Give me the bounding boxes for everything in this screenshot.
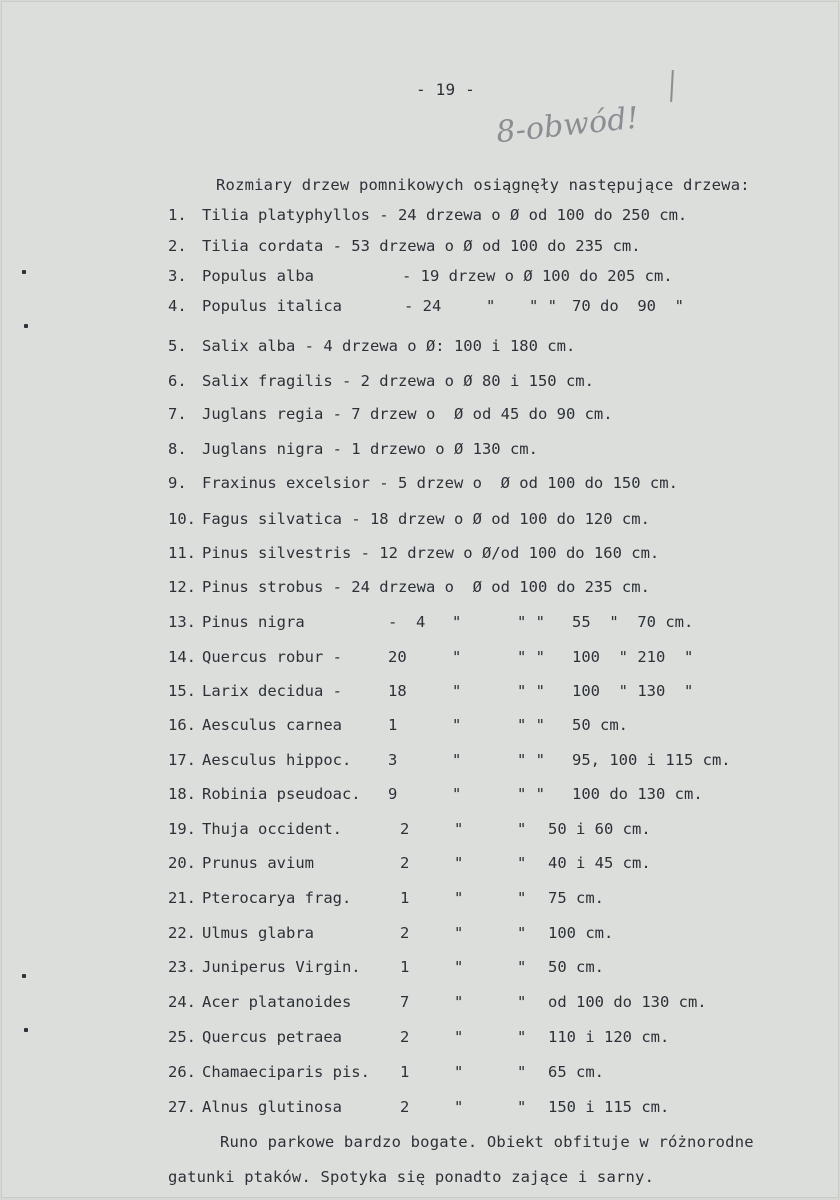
document-page — [1, 1, 839, 1198]
row-count: 2 — [400, 854, 410, 872]
ditto-mark: " — [517, 1063, 527, 1081]
row-number: 15. — [168, 682, 196, 700]
row-value: 70 do 90 " — [572, 297, 684, 315]
species-text: Larix decidua - — [202, 682, 342, 700]
row-count: 9 — [388, 785, 398, 803]
ditto-mark: " — [454, 924, 464, 942]
row-count: - 4 — [388, 613, 426, 631]
row-count: 2 — [400, 924, 410, 942]
ditto-mark: " — [517, 1028, 527, 1046]
species-text: Quercus robur - — [202, 648, 342, 666]
species-text: Juglans regia - 7 drzew o Ø od 45 do 90 cm. — [202, 405, 613, 423]
row-number: 26. — [168, 1063, 196, 1081]
intro-line: Rozmiary drzew pomnikowych osiągnęły następujące drzewa: — [216, 176, 750, 194]
ditto-mark: " — [486, 297, 496, 315]
row-count: 1 — [400, 1063, 410, 1081]
ditto-mark: " — [517, 889, 527, 907]
row-number: 20. — [168, 854, 196, 872]
species-text: Aesculus hippoc. — [202, 751, 352, 769]
ditto-mark: " — [517, 820, 527, 838]
species-text: Populus italica — [202, 297, 342, 315]
row-number: 21. — [168, 889, 196, 907]
ditto-mark: " — [452, 613, 462, 631]
species-text: Tilia platyphyllos - 24 drzewa o Ø od 100 do 250 cm. — [202, 206, 688, 224]
punch-mark — [24, 324, 28, 328]
row-number: 4. — [168, 297, 187, 315]
row-value: 100 " 130 " — [572, 682, 694, 700]
row-number: 7. — [168, 405, 187, 423]
row-count: 1 — [388, 716, 398, 734]
ditto-mark: " — [517, 993, 527, 1011]
row-count: 1 — [400, 958, 410, 976]
row-value: 75 cm. — [548, 889, 604, 907]
ditto-mark: " — [454, 889, 464, 907]
species-text: Juglans nigra - 1 drzewo o Ø 130 cm. — [202, 440, 538, 458]
row-count: 2 — [400, 1098, 410, 1116]
row-number: 25. — [168, 1028, 196, 1046]
row-number: 22. — [168, 924, 196, 942]
row-number: 8. — [168, 440, 187, 458]
row-count: 2 — [400, 820, 410, 838]
species-text: Acer platanoides — [202, 993, 352, 1011]
ditto-mark: " — [454, 993, 464, 1011]
ditto-mark: " — [452, 785, 462, 803]
species-text: Fraxinus excelsior - 5 drzew o Ø od 100 do 150 cm. — [202, 474, 678, 492]
row-value: 50 cm. — [572, 716, 628, 734]
row-number: 18. — [168, 785, 196, 803]
row-value: 65 cm. — [548, 1063, 604, 1081]
row-value: 110 i 120 cm. — [548, 1028, 670, 1046]
row-count: 2 — [400, 1028, 410, 1046]
ditto-mark: " — [452, 648, 462, 666]
row-value: 100 cm. — [548, 924, 614, 942]
row-number: 9. — [168, 474, 187, 492]
row-number: 10. — [168, 510, 196, 528]
row-count: 3 — [388, 751, 398, 769]
species-text: Pterocarya frag. — [202, 889, 352, 907]
row-number: 6. — [168, 372, 187, 390]
punch-mark — [22, 974, 26, 978]
ditto-mark: " — [454, 1063, 464, 1081]
species-text: Quercus petraea — [202, 1028, 342, 1046]
species-text: Juniperus Virgin. — [202, 958, 361, 976]
ditto-mark: " — [454, 820, 464, 838]
species-text: Salix alba - 4 drzewa o Ø: 100 i 180 cm. — [202, 337, 576, 355]
species-text: Prunus avium — [202, 854, 314, 872]
row-count: 20 — [388, 648, 407, 666]
ditto-mark: " " — [529, 297, 557, 315]
species-text: Pinus silvestris - 12 drzew o Ø/od 100 do 160 cm. — [202, 544, 660, 562]
species-text: Robinia pseudoac. — [202, 785, 361, 803]
ditto-mark: " " — [517, 648, 545, 666]
species-text: Pinus nigra — [202, 613, 305, 631]
ditto-mark: " — [454, 1098, 464, 1116]
page-number: - 19 - — [416, 80, 475, 99]
row-number: 19. — [168, 820, 196, 838]
species-text: Tilia cordata - 53 drzewa o Ø od 100 do 235 cm. — [202, 237, 641, 255]
ditto-mark: " — [452, 682, 462, 700]
species-text: Populus alba — [202, 267, 314, 285]
row-count: 1 — [400, 889, 410, 907]
species-text: Thuja occident. — [202, 820, 342, 838]
row-value: 55 " 70 cm. — [572, 613, 694, 631]
ditto-mark: " " — [517, 785, 545, 803]
punch-mark — [22, 270, 26, 274]
closing-line-2: gatunki ptaków. Spotyka się ponadto zające i sarny. — [168, 1168, 655, 1186]
row-number: 16. — [168, 716, 196, 734]
row-count: - 19 drzew o Ø 100 do 205 cm. — [402, 267, 673, 285]
ditto-mark: " — [452, 751, 462, 769]
punch-mark — [24, 1028, 28, 1032]
handwritten-stroke — [670, 70, 674, 102]
row-value: od 100 do 130 cm. — [548, 993, 707, 1011]
species-text: Salix fragilis - 2 drzewa o Ø 80 i 150 cm. — [202, 372, 594, 390]
row-count: - 24 — [404, 297, 442, 315]
row-number: 12. — [168, 578, 196, 596]
row-number: 27. — [168, 1098, 196, 1116]
row-number: 2. — [168, 237, 187, 255]
ditto-mark: " — [452, 716, 462, 734]
row-value: 100 do 130 cm. — [572, 785, 703, 803]
row-value: 40 i 45 cm. — [548, 854, 651, 872]
row-number: 3. — [168, 267, 187, 285]
species-text: Chamaeciparis pis. — [202, 1063, 370, 1081]
species-text: Alnus glutinosa — [202, 1098, 342, 1116]
ditto-mark: " — [517, 958, 527, 976]
ditto-mark: " — [517, 854, 527, 872]
ditto-mark: " " — [517, 716, 545, 734]
row-number: 23. — [168, 958, 196, 976]
row-number: 17. — [168, 751, 196, 769]
row-value: 50 cm. — [548, 958, 604, 976]
row-number: 13. — [168, 613, 196, 631]
row-number: 11. — [168, 544, 196, 562]
ditto-mark: " " — [517, 682, 545, 700]
row-number: 5. — [168, 337, 187, 355]
handwritten-note: 8-obwód! — [494, 100, 641, 151]
row-value: 100 " 210 " — [572, 648, 694, 666]
ditto-mark: " — [454, 1028, 464, 1046]
species-text: Fagus silvatica - 18 drzew o Ø od 100 do 120 cm. — [202, 510, 650, 528]
row-value: 150 i 115 cm. — [548, 1098, 670, 1116]
row-count: 18 — [388, 682, 407, 700]
ditto-mark: " — [517, 924, 527, 942]
closing-line-1: Runo parkowe bardzo bogate. Obiekt obfituje w różnorodne — [220, 1133, 754, 1151]
species-text: Ulmus glabra — [202, 924, 314, 942]
ditto-mark: " " — [517, 751, 545, 769]
ditto-mark: " — [454, 854, 464, 872]
row-value: 50 i 60 cm. — [548, 820, 651, 838]
row-count: 7 — [400, 993, 410, 1011]
species-text: Pinus strobus - 24 drzewa o Ø od 100 do 235 cm. — [202, 578, 650, 596]
ditto-mark: " — [517, 1098, 527, 1116]
row-number: 24. — [168, 993, 196, 1011]
species-text: Aesculus carnea — [202, 716, 342, 734]
row-number: 14. — [168, 648, 196, 666]
row-number: 1. — [168, 206, 187, 224]
ditto-mark: " " — [517, 613, 545, 631]
ditto-mark: " — [454, 958, 464, 976]
row-value: 95, 100 i 115 cm. — [572, 751, 731, 769]
